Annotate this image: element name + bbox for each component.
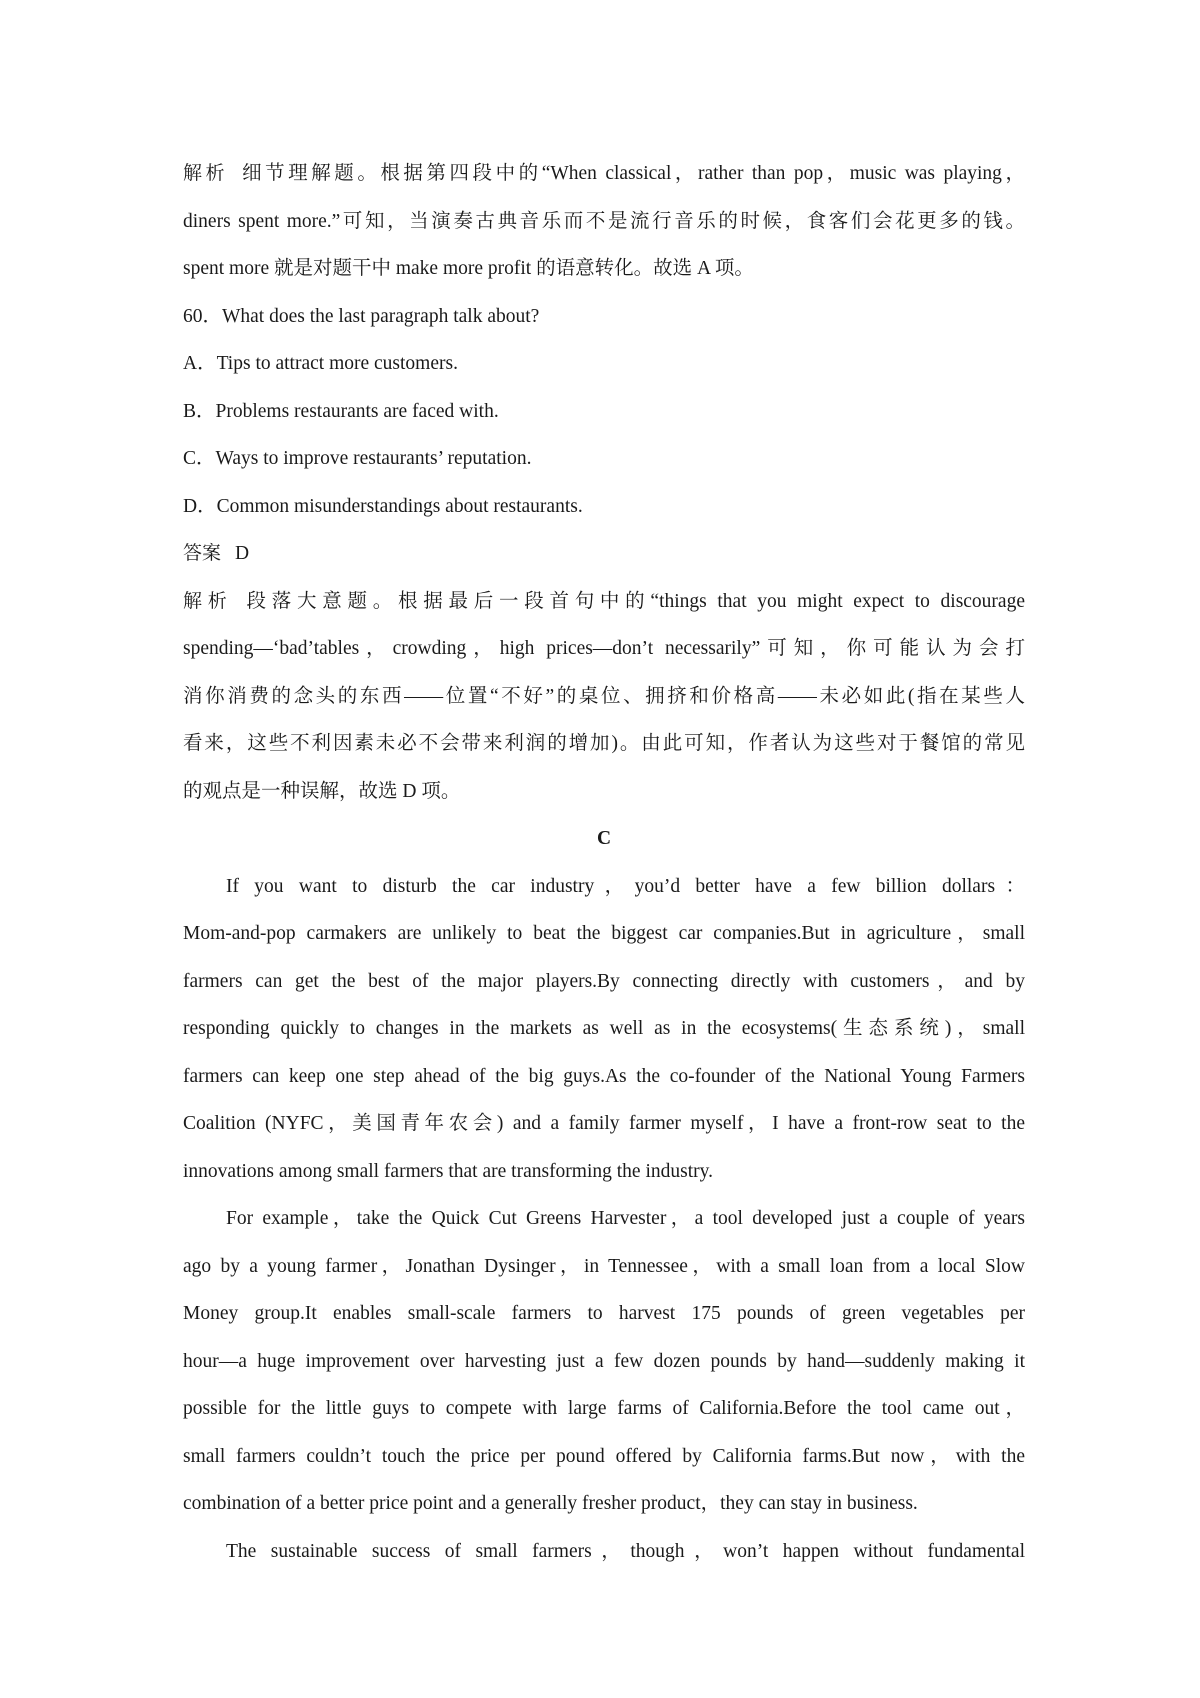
option-d: D．Common misunderstandings about restaurants. (183, 495, 583, 517)
analysis-line: 解析 段落大意题。根据最后一段首句中的“things that you might expect to discourage (183, 589, 1025, 612)
passage-line: combination of a better price point and a generally fresher product，they can stay in business. (183, 1493, 918, 1514)
document-page (183, 150, 1025, 1575)
passage-paragraph (183, 1528, 1025, 1576)
q59-analysis (183, 150, 1025, 293)
answer-value: D (235, 543, 250, 564)
passage-line: The sustainable success of small farmers，though，won’t happen without fundamental (226, 1540, 1025, 1562)
passage-line: responding quickly to changes in the markets as well as in the ecosystems(生态系统)，small (183, 1018, 1025, 1039)
passage-line: possible for the little guys to compete with large farms of California.Before the tool came out， (183, 1398, 1025, 1419)
option-a: A．Tips to attract more customers. (183, 353, 458, 374)
analysis-line: 消你消费的念头的东西——位置“不好”的桌位、拥挤和价格高——未必如此(指在某些人 (183, 685, 1025, 707)
passage-line: hour—a huge improvement over harvesting just a few dozen pounds by hand—suddenly making it (183, 1350, 1025, 1372)
passage-line: farmers can get the best of the major players.By connecting directly with customers，and by (183, 970, 1025, 992)
analysis-line: 解析 细节理解题。根据第四段中的“When classical，rather than pop，music was playing， (183, 162, 1025, 184)
passage-line: ago by a young farmer，Jonathan Dysinger，in Tennessee，with a small loan from a local Slow (183, 1255, 1025, 1277)
section-heading: C (596, 828, 612, 849)
option-c: C．Ways to improve restaurants’ reputation. (183, 448, 532, 469)
passage-line: Mom-and-pop carmakers are unlikely to beat the biggest car companies.But in agriculture，small (183, 923, 1025, 944)
analysis-label: 解析 (183, 589, 233, 612)
answer-label: 答案 (183, 542, 222, 564)
analysis-label: 解析 (183, 162, 229, 184)
question-text: 60．What does the last paragraph talk about? (183, 305, 540, 327)
passage-line: Money group.It enables small-scale farmers to harvest 175 pounds of green vegetables per (183, 1303, 1025, 1324)
analysis-line: 的观点是一种误解，故选 D 项。 (183, 780, 461, 802)
analysis-line: spent more 就是对题干中 make more profit 的语意转化。故选 A 项。 (183, 258, 754, 279)
answer-line (183, 530, 1025, 578)
analysis-line: 看来，这些不利因素未必不会带来利润的增加)。由此可知，作者认为这些对于餐馆的常见 (183, 733, 1025, 754)
analysis-line: spending—‘bad’tables，crowding，high prices—don’t necessarily”可知，你可能认为会打 (183, 638, 1025, 659)
passage-line: Coalition (NYFC，美国青年农会) and a family farmer myself，I have a front-row seat to the (183, 1113, 1025, 1134)
passage-line: For example，take the Quick Cut Greens Harvester，a tool developed just a couple of years (226, 1208, 1025, 1229)
analysis-line: diners spent more.”可知，当演奏古典音乐而不是流行音乐的时候，食客们会花更多的钱。 (183, 210, 1025, 232)
question-60 (183, 293, 1025, 816)
passage-line: farmers can keep one step ahead of the big guys.As the co-founder of the National Young Farmers (183, 1065, 1025, 1087)
passage-line: innovations among small farmers that are transforming the industry. (183, 1160, 713, 1182)
passage-line: If you want to disturb the car industry，you’d better have a few billion dollars： (226, 875, 1025, 897)
option-b: B．Problems restaurants are faced with. (183, 400, 499, 422)
passage-line: small farmers couldn’t touch the price per pound offered by California farms.But now，with the (183, 1445, 1025, 1467)
passage-paragraph (183, 1195, 1025, 1528)
passage-paragraph (183, 863, 1025, 1196)
